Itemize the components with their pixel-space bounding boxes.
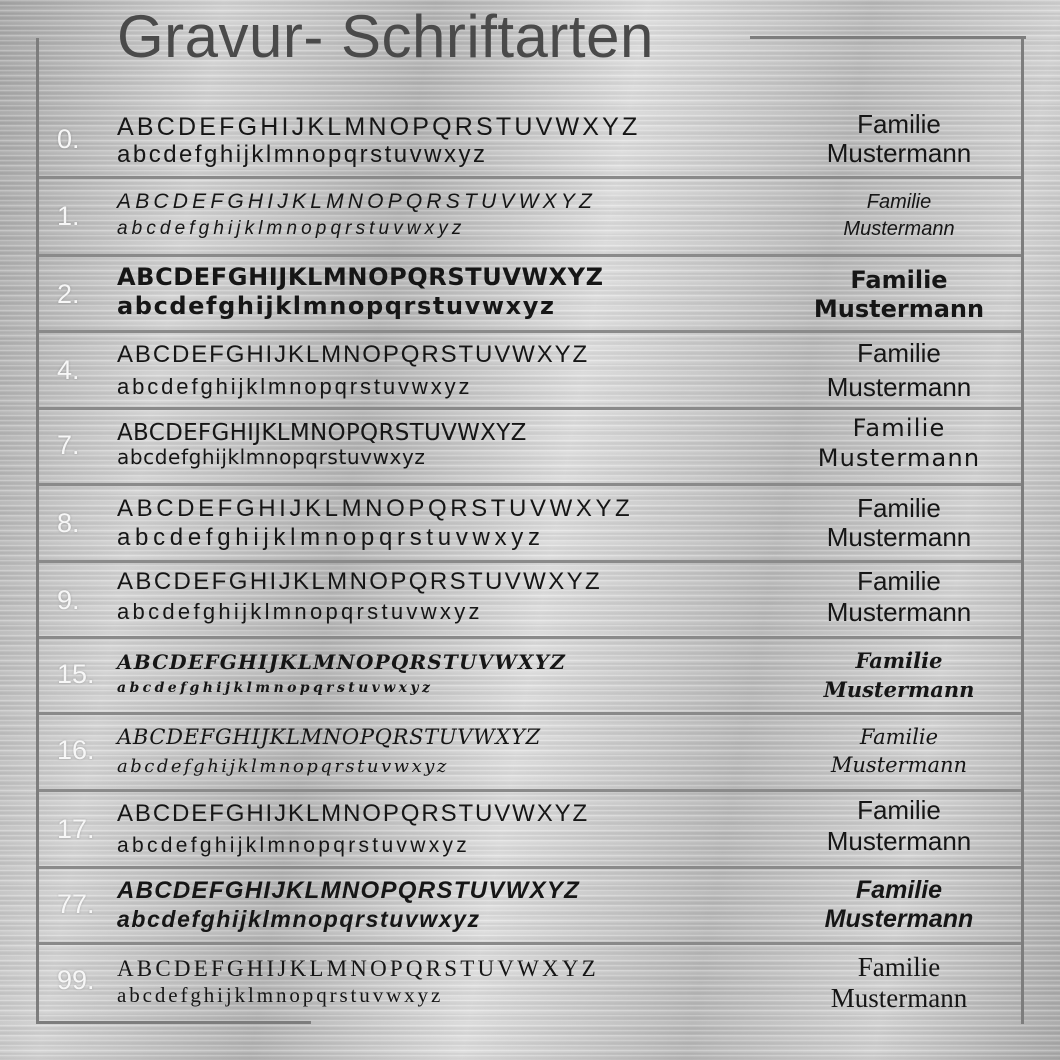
alphabet-sample bbox=[117, 263, 604, 321]
sample-line-1: Familie bbox=[857, 795, 941, 825]
sample-line-2: Mustermann bbox=[824, 905, 974, 933]
sample-line-2: Mustermann bbox=[843, 218, 955, 240]
uppercase-alphabet: ABCDEFGHIJKLMNOPQRSTUVWXYZ bbox=[117, 725, 541, 749]
font-number: 9. bbox=[57, 585, 80, 615]
frame-bottom-line bbox=[36, 1021, 311, 1024]
name-sample bbox=[779, 413, 1019, 473]
font-row-15 bbox=[39, 639, 1021, 712]
uppercase-alphabet: ABCDEFGHIJKLMNOPQRSTUVWXYZ bbox=[117, 800, 590, 827]
alphabet-sample bbox=[117, 114, 641, 168]
uppercase-alphabet: ABCDEFGHIJKLMNOPQRSTUVWXYZ bbox=[117, 190, 597, 213]
alphabet-sample bbox=[117, 567, 602, 627]
font-number: 2. bbox=[57, 279, 80, 309]
font-number: 15. bbox=[57, 659, 95, 689]
lowercase-alphabet: abcdefghijklmnopqrstuvwxyz bbox=[117, 292, 556, 320]
font-row-4 bbox=[39, 333, 1021, 407]
lowercase-alphabet: abcdefghijklmnopqrstuvwxyz bbox=[117, 680, 434, 696]
font-number: 7. bbox=[57, 430, 80, 460]
font-number: 17. bbox=[57, 814, 95, 844]
font-number: 0. bbox=[57, 124, 80, 154]
alphabet-sample bbox=[117, 188, 596, 242]
frame-top-line bbox=[750, 36, 1026, 39]
alphabet-sample bbox=[117, 798, 589, 862]
alphabet-sample bbox=[117, 494, 633, 552]
alphabet-sample bbox=[117, 339, 589, 403]
sample-line-2: Mustermann bbox=[813, 295, 985, 323]
name-sample bbox=[779, 795, 1019, 857]
sample-line-1: Familie bbox=[857, 109, 941, 139]
font-number: 1. bbox=[57, 201, 80, 231]
font-number: 16. bbox=[57, 735, 95, 765]
sample-line-2: Mustermann bbox=[826, 372, 972, 402]
font-row-2 bbox=[39, 257, 1021, 330]
font-row-0 bbox=[39, 100, 1021, 176]
name-sample bbox=[779, 723, 1019, 779]
font-row-7 bbox=[39, 410, 1021, 483]
uppercase-alphabet: ABCDEFGHIJKLMNOPQRSTUVWXYZ bbox=[117, 495, 634, 522]
sample-line-1: Familie bbox=[859, 725, 939, 749]
font-number: 99. bbox=[57, 965, 95, 995]
font-number: 77. bbox=[57, 889, 95, 919]
lowercase-alphabet: abcdefghijklmnopqrstuvwxyz bbox=[117, 524, 545, 551]
lowercase-alphabet: abcdefghijklmnopqrstuvwxyz bbox=[117, 834, 471, 857]
font-row-99 bbox=[39, 945, 1021, 1021]
sample-line-1: Familie bbox=[857, 338, 941, 368]
uppercase-alphabet: ABCDEFGHIJKLMNOPQRSTUVWXYZ bbox=[117, 650, 567, 674]
lowercase-alphabet: abcdefghijklmnopqrstuvwxyz bbox=[117, 218, 466, 239]
sample-line-1: Familie bbox=[855, 876, 943, 904]
uppercase-alphabet: ABCDEFGHIJKLMNOPQRSTUVWXYZ bbox=[117, 568, 603, 595]
lowercase-alphabet: abcdefghijklmnopqrstuvwxyz bbox=[117, 374, 473, 399]
name-sample bbox=[779, 494, 1019, 552]
font-row-1 bbox=[39, 179, 1021, 254]
lowercase-alphabet: abcdefghijklmnopqrstuvwxyz bbox=[117, 983, 444, 1007]
lowercase-alphabet: abcdefghijklmnopqrstuvwxyz bbox=[117, 141, 488, 168]
alphabet-sample bbox=[117, 421, 527, 469]
lowercase-alphabet: abcdefghijklmnopqrstuvwxyz bbox=[117, 599, 483, 624]
sample-line-1: Familie bbox=[866, 191, 932, 213]
font-row-16 bbox=[39, 715, 1021, 789]
name-sample bbox=[779, 952, 1019, 1014]
font-row-8 bbox=[39, 486, 1021, 560]
sample-line-1: Familie bbox=[857, 952, 941, 982]
uppercase-alphabet: ABCDEFGHIJKLMNOPQRSTUVWXYZ bbox=[117, 263, 604, 291]
lowercase-alphabet: abcdefghijklmnopqrstuvwxyz bbox=[117, 445, 426, 469]
frame-right-line bbox=[1021, 36, 1024, 1024]
sample-line-2: Mustermann bbox=[826, 522, 972, 552]
lowercase-alphabet: abcdefghijklmnopqrstuvwxyz bbox=[117, 906, 481, 932]
lowercase-alphabet: abcdefghijklmnopqrstuvwxyz bbox=[117, 756, 449, 777]
uppercase-alphabet: ABCDEFGHIJKLMNOPQRSTUVWXYZ bbox=[117, 341, 590, 368]
font-row-77 bbox=[39, 869, 1021, 942]
name-sample bbox=[779, 336, 1019, 404]
uppercase-alphabet: ABCDEFGHIJKLMNOPQRSTUVWXYZ bbox=[117, 877, 581, 904]
name-sample bbox=[779, 189, 1019, 243]
name-sample bbox=[779, 266, 1019, 324]
name-sample bbox=[779, 110, 1019, 168]
page-title: Gravur- Schriftarten bbox=[117, 3, 654, 70]
font-number: 4. bbox=[57, 355, 80, 385]
font-row-9 bbox=[39, 563, 1021, 636]
sample-line-2: Mustermann bbox=[826, 138, 972, 168]
sample-line-1: Familie bbox=[850, 266, 948, 294]
sample-line-1: Familie bbox=[857, 566, 941, 596]
alphabet-sample bbox=[117, 649, 566, 701]
uppercase-alphabet: ABCDEFGHIJKLMNOPQRSTUVWXYZ bbox=[117, 956, 599, 981]
uppercase-alphabet: ABCDEFGHIJKLMNOPQRSTUVWXYZ bbox=[117, 113, 641, 141]
name-sample bbox=[779, 646, 1019, 704]
font-row-17 bbox=[39, 792, 1021, 866]
sample-line-1: Familie bbox=[857, 493, 941, 523]
sample-line-1: Familie bbox=[855, 648, 943, 673]
name-sample bbox=[779, 566, 1019, 628]
sample-line-2: Mustermann bbox=[826, 826, 972, 856]
alphabet-sample bbox=[117, 876, 580, 934]
sample-line-2: Mustermann bbox=[826, 597, 972, 627]
sample-line-2: Mustermann bbox=[830, 753, 968, 777]
uppercase-alphabet: ABCDEFGHIJKLMNOPQRSTUVWXYZ bbox=[117, 420, 527, 446]
sample-line-1: Familie bbox=[852, 414, 946, 442]
sample-line-2: Mustermann bbox=[817, 444, 981, 472]
font-number: 8. bbox=[57, 508, 80, 538]
name-sample bbox=[779, 876, 1019, 934]
alphabet-sample bbox=[117, 955, 599, 1009]
sample-line-2: Mustermann bbox=[823, 677, 975, 702]
sample-line-2: Mustermann bbox=[830, 983, 968, 1013]
alphabet-sample bbox=[117, 723, 541, 781]
